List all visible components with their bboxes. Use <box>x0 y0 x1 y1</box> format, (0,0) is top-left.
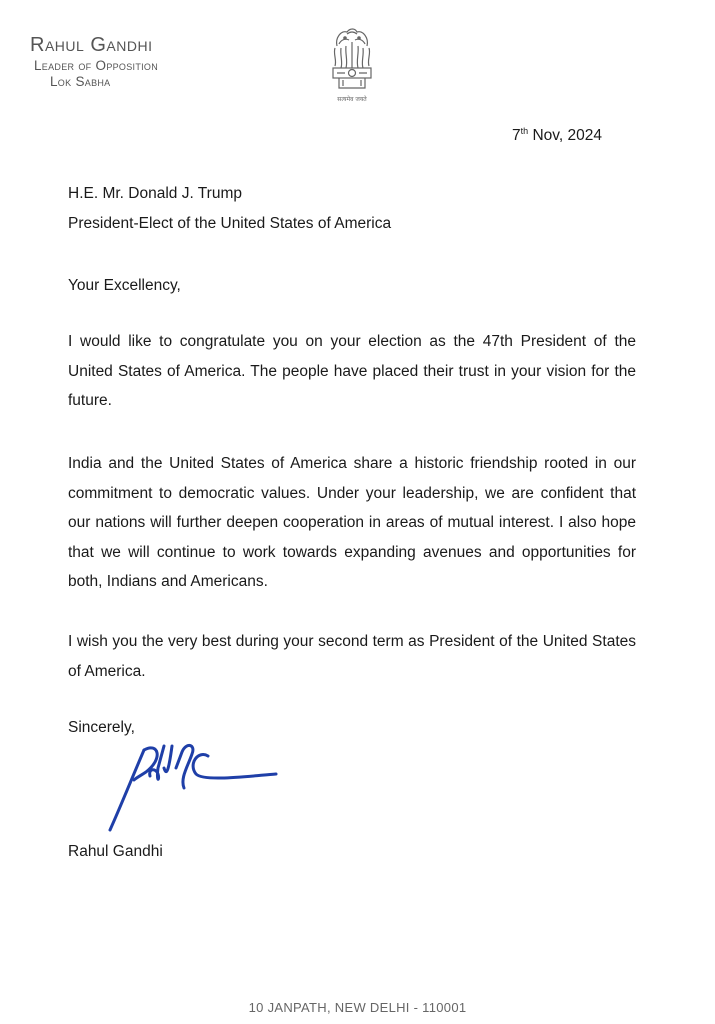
emblem-motto: सत्यमेव जयते <box>337 96 367 103</box>
paragraph-best-wishes: I wish you the very best during your second term as President of the United States of America. <box>68 633 636 680</box>
letter-date <box>512 126 602 145</box>
salutation: Your Excellency, <box>68 277 181 294</box>
letterhead-title: Leader of Opposition <box>34 58 159 73</box>
letterhead <box>30 34 158 90</box>
paragraph-friendship: India and the United States of America share a historic friendship rooted in our commitment to democratic values. Under your leadership, we are confident that our nations will further deepen cooperation in areas of mutual interest. I also hope that we will continue to work towards expanding avenues and opportunities for both, Indians and Americans. <box>68 455 636 590</box>
letterhead-house: Lok Sabha <box>50 74 111 89</box>
footer-address: 10 JANPATH, NEW DELHI - 110001 <box>248 1000 467 1015</box>
date-rest: Nov, 2024 <box>528 127 602 144</box>
date-day: 7 <box>512 127 521 144</box>
closing: Sincerely, <box>68 719 135 736</box>
letterhead-name: Rahul Gandhi <box>30 34 153 56</box>
recipient-title: President-Elect of the United States of America <box>68 214 392 232</box>
handwritten-signature <box>100 738 280 838</box>
recipient-block <box>68 179 636 238</box>
date-suffix: th <box>520 126 529 136</box>
paragraph-congratulations: I would like to congratulate you on your election as the 47th President of the United States of America. The people have placed their trust in your vision for the future. <box>68 333 636 409</box>
signer-name: Rahul Gandhi <box>68 843 163 860</box>
recipient-name: H.E. Mr. Donald J. Trump <box>68 185 242 202</box>
